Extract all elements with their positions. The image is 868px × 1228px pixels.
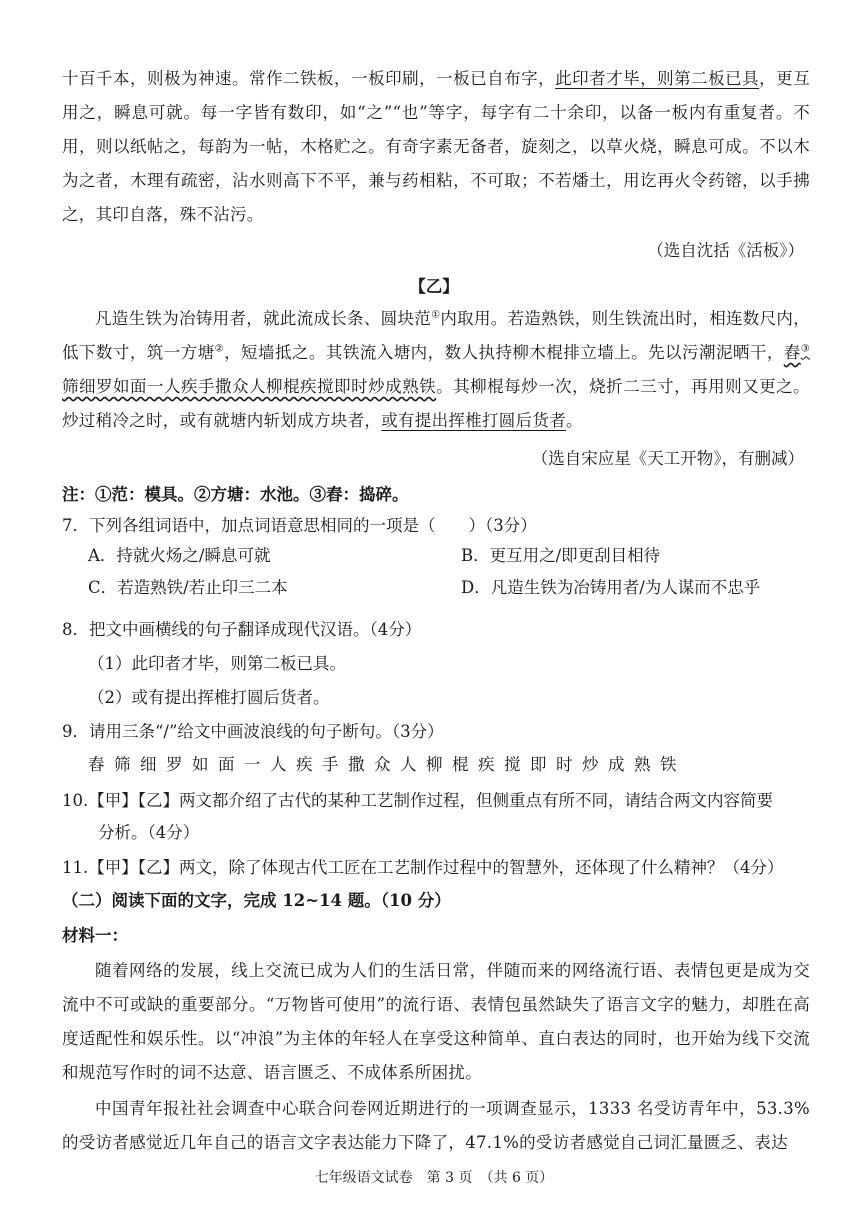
yi-heading: 【乙】 [409, 277, 459, 296]
yi-text-5: 。 [566, 411, 583, 430]
question-7-stem: 7．下列各组词语中，加点词语意思相同的一项是（ ）（3分） [62, 516, 537, 535]
yi-text-1: 凡造生铁为冶铸用者，就此流成长条、圆块范 [95, 309, 432, 328]
jia-text-rest: 互用之，瞬息可就。每一字皆有数印，如“之”“也”等字，每字有二十余印，以备一板内有重复者。不用，则以纸帖之，每韵为一帖，木格贮之。有奇字素无备者，旋刻之，以草火烧，瞬息可成。不以木为之者，木理有疏密，沾水则高下不平，兼与药相粘，不可取；不若燔土，用讫再火令药镕，以手拂之，其印自落，殊不沾污。 [62, 69, 810, 224]
question-11: 11.【甲】【乙】两文，除了体现古代工匠在工艺制作过程中的智慧外，还体现了什么精神？（4分） [62, 858, 784, 877]
footnote-marker-2: ② [214, 343, 225, 355]
jia-passage [62, 62, 810, 232]
annotation-note: 注：①范：模具。②方塘：水池。③舂：捣碎。 [62, 485, 409, 504]
jia-text-continue: ，更 [759, 69, 794, 88]
yi-text-3: ，短墙抵之。其铁流入塘内，数人执持柳木棍排立墙上。先以污潮泥晒干， [224, 343, 784, 362]
material-1-paragraph-1: 随着网络的发展，线上交流已成为人们的生活日常，伴随而来的网络流行语、表情包更是成为交流中不可或缺的重要部分。“万物皆可使用”的流行语、表情包虽然缺失了语言文字的魅力，却胜在高度适配性和娱乐性。以“冲浪”为主体的年轻人在享受这种简单、直白表达的同时，也开始为线下交流和规范写作时的词不达意、语言匮乏、不成体系所困扰。 [62, 961, 810, 1082]
question-7-option-a: A．持就火炀之/瞬息可就 [88, 546, 271, 565]
footnote-marker-3: ③ [800, 343, 811, 355]
question-9-sentence: 舂筛细罗如面一人疾手撒众人柳棍疾搅即时炒成熟铁 [88, 755, 686, 774]
question-9-stem: 9．请用三条“/”给文中画波浪线的句子断句。（3分） [62, 722, 444, 741]
question-10-line-1: 10.【甲】【乙】两文都介绍了古代的某种工艺制作过程，但侧重点有所不同，请结合两文内容简要 [62, 791, 773, 810]
yi-passage [62, 302, 810, 438]
question-7-option-c: C．若造熟铁/若止印三二本 [88, 578, 288, 597]
question-8-stem: 8．把文中画横线的句子翻译成现代汉语。（4分） [62, 620, 422, 639]
yi-text-2: 内取用。若造熟铁，则生铁流出时，相连数尺内，低下数寸，筑一方塘 [62, 309, 811, 362]
yi-wavy-sentence: 筛细罗如面一人疾手撒众人柳棍疾搅即时炒成熟铁 [62, 377, 437, 396]
question-7-option-b: B．更互用之/即更刮目相待 [461, 546, 661, 565]
question-7-option-d: D．凡造生铁为冶铸用者/为人谋而不忠乎 [461, 578, 761, 597]
jia-source: （选自沈括《活板》） [647, 241, 804, 260]
yi-text-4: 。其柳棍每炒一次，烧折二三寸，再用则又更之。炒过稍冷之时，或有就塘内斩划成方块者， [62, 377, 810, 430]
page-footer: 七年级语文试卷 第 3 页 （共 6 页） [314, 1170, 554, 1186]
jia-underlined-sentence: 此印者才毕，则第二板已具 [555, 69, 760, 88]
footnote-marker-1: ① [431, 309, 441, 321]
question-10-line-2: 分析。（4分） [98, 823, 200, 842]
question-8-item-1: （1）此印者才毕，则第二板已具。 [88, 654, 346, 673]
section-2-heading: （二）阅读下面的文字，完成 12~14 题。（10 分） [62, 891, 451, 910]
yi-underlined-sentence: 或有提出挥椎打圆后货者 [381, 411, 567, 430]
jia-text-start: 十百千本，则极为神速。常作二铁板，一板印刷，一板已自布字， [62, 69, 556, 88]
question-8-item-2: （2）或有提出挥椎打圆后货者。 [88, 688, 330, 707]
material-1-paragraph-2: 中国青年报社社会调查中心联合问卷网近期进行的一项调查显示，1333 名受访青年中，53.3%的受访者感觉近几年自己的语言文字表达能力下降了，47.1%的受访者感觉自己词汇量匮乏、表达 [62, 1099, 810, 1152]
yi-source: （选自宋应星《天工开物》，有删减） [531, 449, 804, 468]
yi-wavy-sentence-start: 舂 [783, 343, 801, 362]
material-1-label: 材料一： [62, 926, 128, 945]
